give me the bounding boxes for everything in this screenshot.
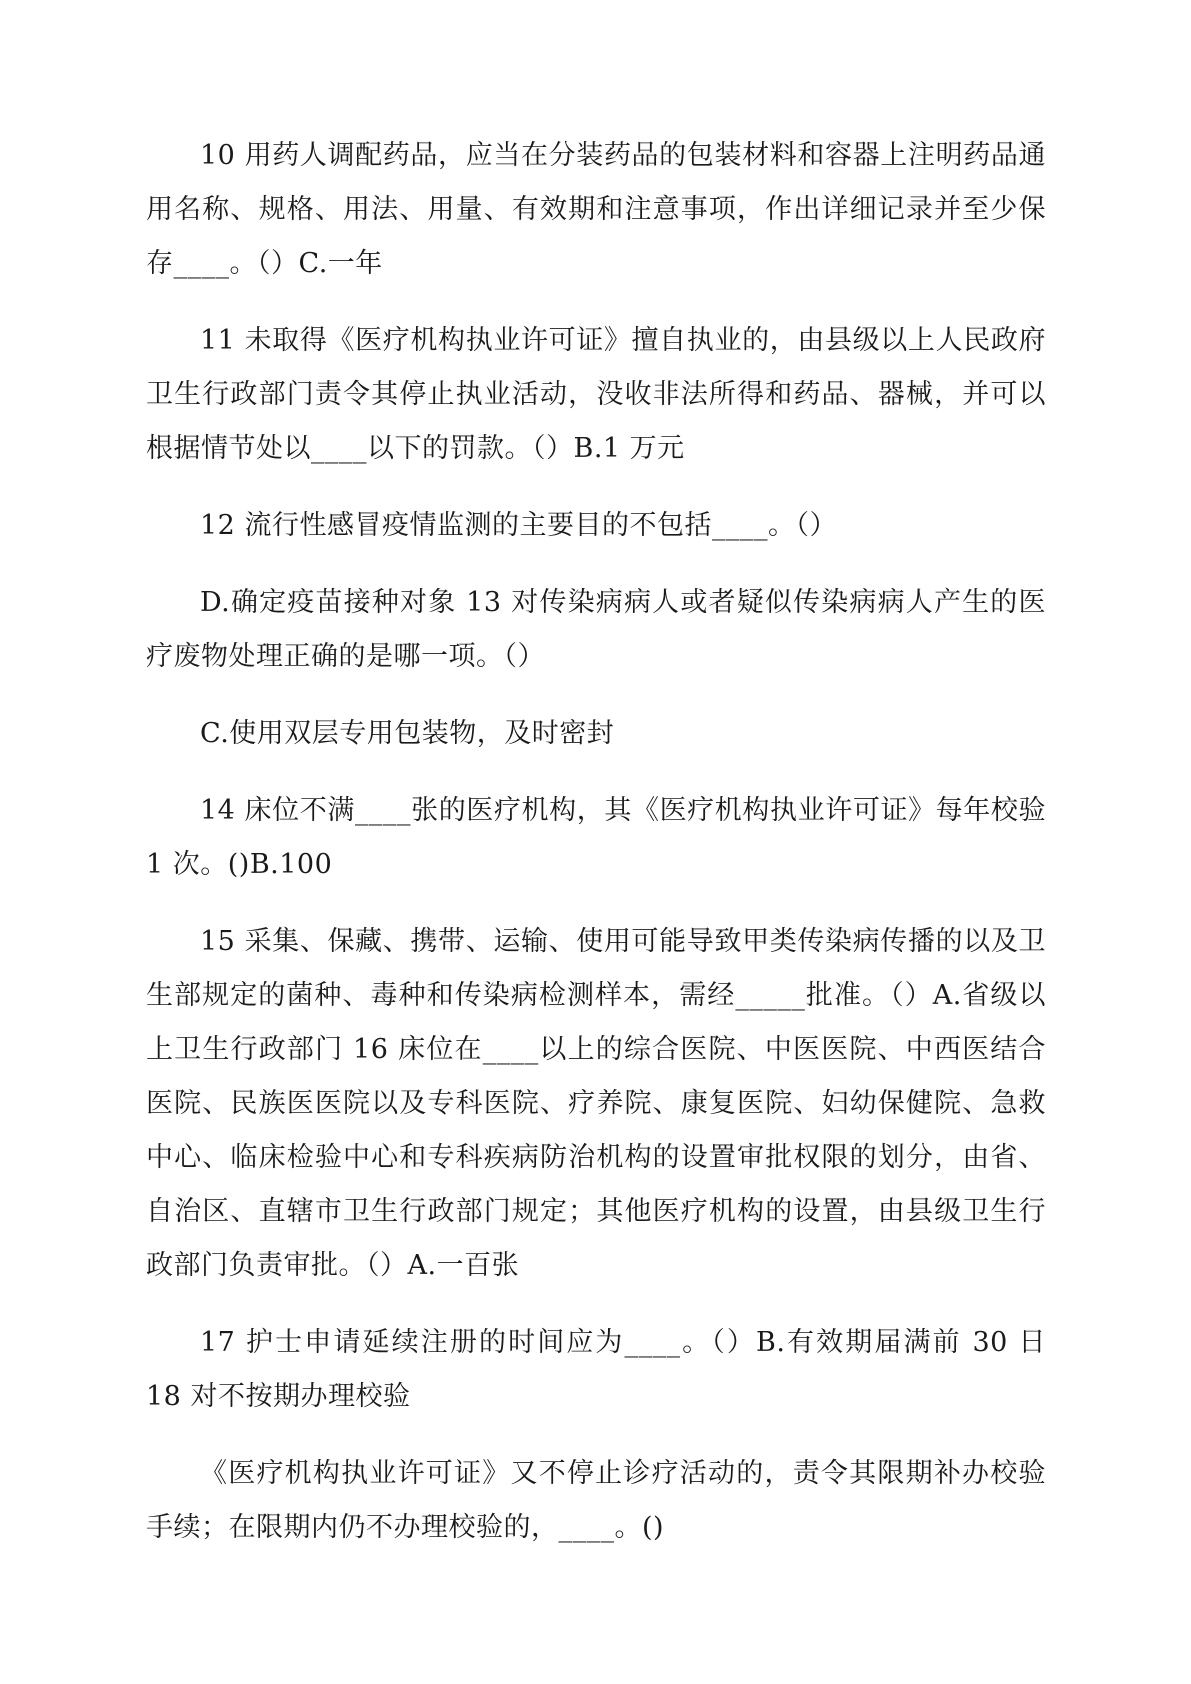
question-18-continued: 《医疗机构执业许可证》又不停止诊疗活动的，责令其限期补办校验手续；在限期内仍不办理校验的，____。() (146, 1458, 1046, 1543)
question-12: 12 流行性感冒疫情监测的主要目的不包括____。（） (200, 510, 837, 541)
question-17-18: 17 护士申请延续注册的时间应为____。（）B.有效期届满前 30 日 18 对不按期办理校验 (146, 1327, 1046, 1412)
question-13-answer: C.使用双层专用包装物，及时密封 (200, 718, 615, 749)
question-15-16: 15 采集、保藏、携带、运输、使用可能导致甲类传染病传播的以及卫生部规定的菌种、毒种和传染病检测样本，需经_____批准。（）A.省级以上卫生行政部门 16 床位在____以上的综合医院、中医医院、中西医结合医院、民族医医院以及专科医院、疗养院、康复医院、妇幼保健院、急救中心、临床检验中心和专科疾病防治机构的设置审批权限的划分，由省、自治区、直辖市卫生行政部门规定；其他医疗机构的设置，由县级卫生行政部门负责审批。（）A.一百张 (146, 926, 1046, 1281)
question-14: 14 床位不满____张的医疗机构，其《医疗机构执业许可证》每年校验 1 次。()B.100 (146, 795, 1046, 880)
document-body (146, 129, 1046, 1578)
question-12-answer-and-13: D.确定疫苗接种对象 13 对传染病病人或者疑似传染病病人产生的医疗废物处理正确的是哪一项。（） (146, 587, 1046, 672)
question-11: 11 未取得《医疗机构执业许可证》擅自执业的，由县级以上人民政府卫生行政部门责令其停止执业活动，没收非法所得和药品、器械，并可以根据情节处以____以下的罚款。（）B.1 万元 (146, 325, 1046, 464)
question-10: 10 用药人调配药品，应当在分装药品的包装材料和容器上注明药品通用名称、规格、用法、用量、有效期和注意事项，作出详细记录并至少保存____。（）C.一年 (146, 140, 1046, 279)
